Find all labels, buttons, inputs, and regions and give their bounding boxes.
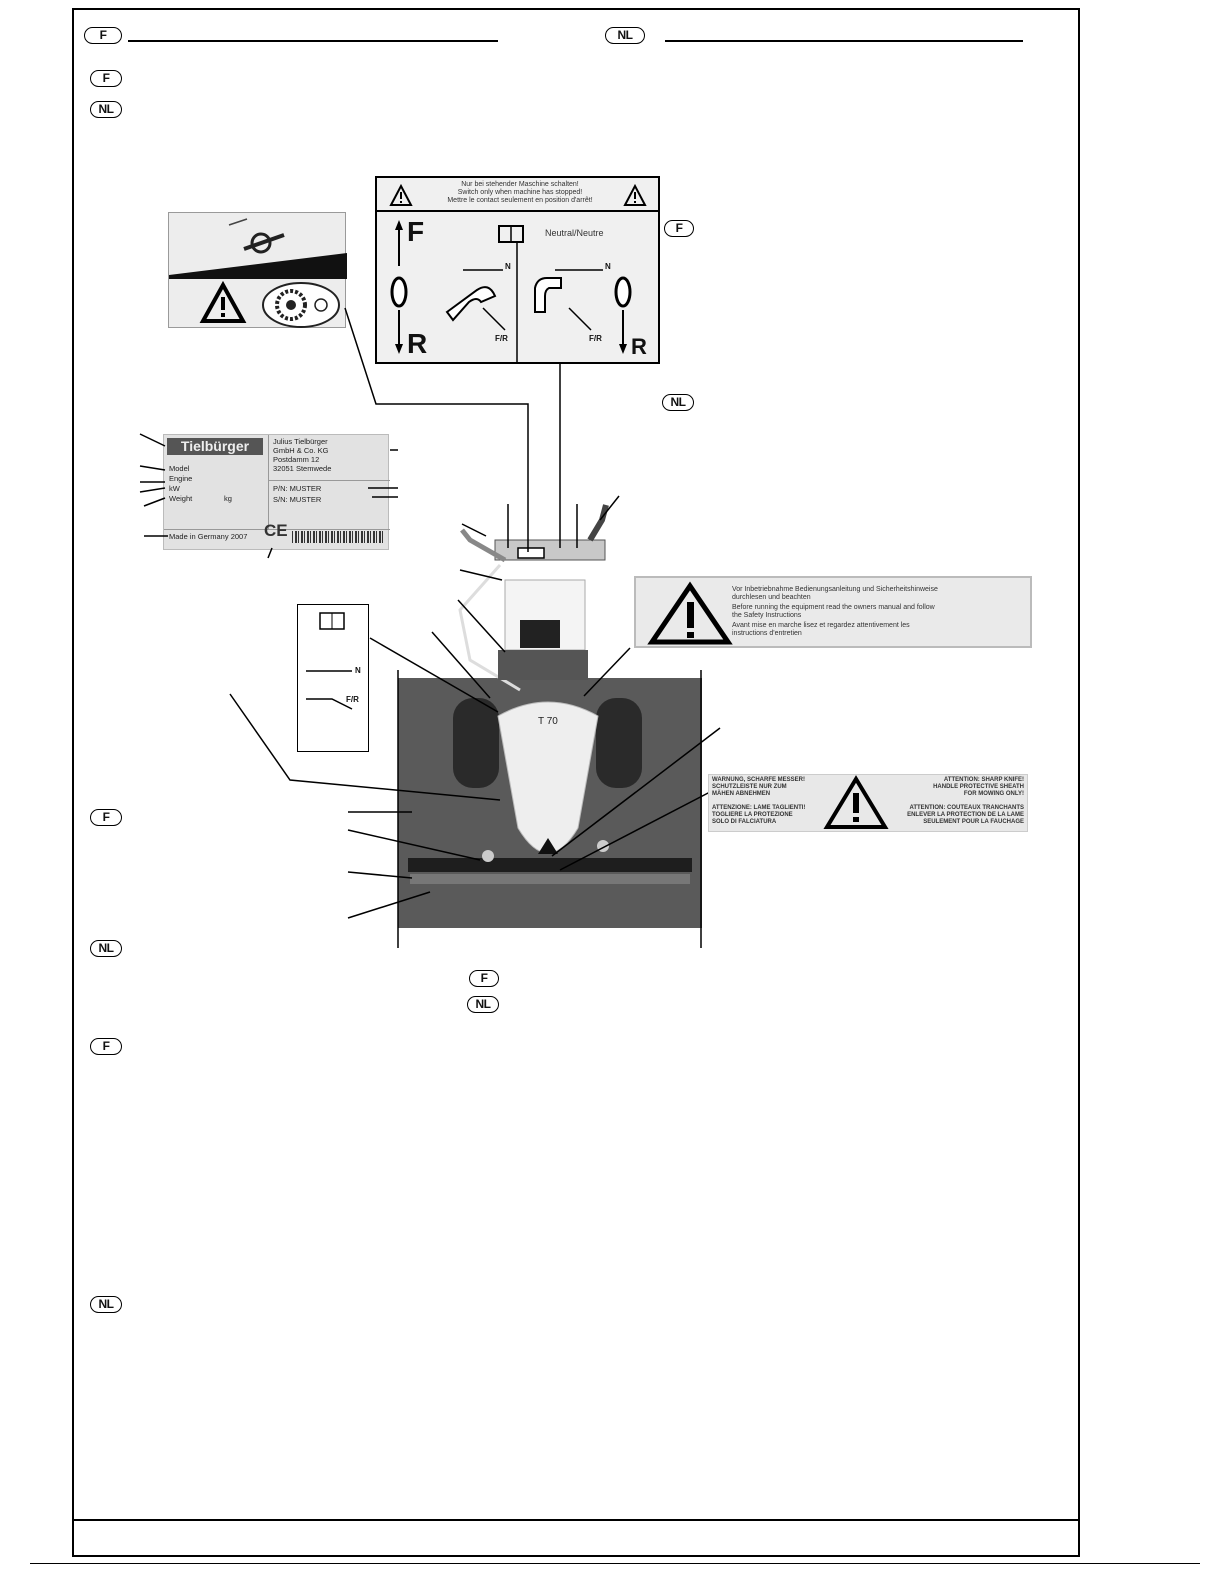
lang-badge-nl-header: NL: [605, 27, 645, 44]
shift-warning-line2: Switch only when machine has stopped!: [457, 189, 583, 196]
rating-plate-engine: Engine: [169, 474, 193, 483]
header-rule-fr: [128, 40, 498, 42]
manual-warning-icon: [642, 580, 742, 648]
shift-n-left: N: [505, 262, 511, 271]
page-bottom-rule: [30, 1563, 1200, 1564]
lang-badge-nl-intro: NL: [90, 101, 122, 118]
header-rule-nl: [665, 40, 1023, 42]
footer-rule: [72, 1519, 1080, 1521]
manual-warning-line1: Vor Inbetriebnahme Bedienungsanleitung und Sicherheitshinweise: [732, 586, 938, 593]
shift-warning-line1: Nur bei stehender Maschine schalten!: [461, 181, 579, 188]
lang-badge-nl-text: NL: [90, 1296, 122, 1313]
shift-n-right: N: [605, 262, 611, 271]
rating-plate-address3: Postdamm 12: [273, 455, 320, 464]
rating-plate-made-in: Made in Germany 2007: [169, 532, 248, 541]
rating-plate-model: Model: [169, 464, 190, 473]
lever-position-label: [297, 604, 369, 752]
rating-plate-kw: kW: [169, 484, 180, 493]
slope-warning-graphic: [169, 213, 347, 329]
lang-badge-nl-shift: NL: [662, 394, 694, 411]
manual-warning-line4: the Safety Instructions: [732, 612, 802, 619]
blade-warning-en2: HANDLE PROTECTIVE SHEATH: [933, 784, 1024, 790]
rating-plate-address4: 32051 Stemwede: [273, 464, 332, 473]
blade-warning-it1: ATTENZIONE: LAME TAGLIENTI!: [712, 805, 806, 811]
machine-photo: [398, 678, 702, 928]
shift-forward-letter: F: [407, 216, 425, 247]
lever-position-graphic: [298, 605, 368, 751]
shift-reverse-letter-right: R: [631, 334, 647, 359]
shift-fr-left: F/R: [495, 334, 508, 343]
manual-warning-line5: Avant mise en marche lisez et regardez attentivement les: [732, 622, 910, 629]
machine-model-badge: T 70: [538, 716, 558, 727]
rating-plate-pn: P/N: MUSTER: [273, 484, 322, 493]
ce-mark: CE: [264, 521, 288, 540]
rating-plate-weight: Weight: [169, 494, 193, 503]
lang-badge-nl-legend: NL: [90, 940, 122, 957]
lang-badge-fr-intro: F: [90, 70, 122, 87]
shift-reverse-letter-left: R: [407, 328, 428, 359]
manual-warning-line2: durchlesen und beachten: [732, 594, 811, 601]
manual-warning-label: [634, 576, 1032, 648]
lang-badge-fr-caption: F: [469, 970, 499, 987]
rating-plate-kg: kg: [224, 494, 232, 503]
shift-warning-line3: Mettre le contact seulement en position d'arrêt!: [447, 197, 593, 204]
manual-warning-line3: Before running the equipment read the owners manual and follow: [732, 604, 935, 611]
blade-warning-de3: MÄHEN ABNEHMEN: [712, 791, 771, 797]
lang-badge-fr-legend: F: [90, 809, 122, 826]
rating-plate-brand: Tielbürger: [167, 438, 263, 455]
shift-instruction-label: [375, 176, 660, 364]
blade-warning-fr2: ENLEVER LA PROTECTION DE LA LAME: [907, 812, 1024, 818]
rating-plate: [163, 434, 389, 550]
blade-warning-icon: [821, 775, 891, 831]
rating-plate-sn: S/N: MUSTER: [273, 495, 322, 504]
blade-warning-it3: SOLO DI FALCIATURA: [712, 819, 777, 825]
blade-warning-de2: SCHUTZLEISTE NUR ZUM: [712, 784, 787, 790]
blade-warning-fr1: ATTENTION: COUTEAUX TRANCHANTS: [909, 805, 1024, 811]
blade-warning-en1: ATTENTION: SHARP KNIFE!: [943, 777, 1024, 783]
slope-warning-label: [168, 212, 346, 328]
barcode: [292, 531, 384, 543]
lever-label-n: N: [355, 666, 361, 675]
shift-fr-right: F/R: [589, 334, 602, 343]
manual-warning-line6: instructions d'entretien: [732, 630, 802, 637]
lang-badge-fr-shift: F: [664, 220, 694, 237]
shift-neutral-text: Neutral/Neutre: [545, 228, 604, 238]
lever-label-fr: F/R: [346, 695, 359, 704]
blade-warning-fr3: SEULEMENT POUR LA FAUCHAGE: [923, 819, 1024, 825]
blade-warning-en3: FOR MOWING ONLY!: [963, 791, 1024, 797]
blade-warning-de1: WARNUNG, SCHARFE MESSER!: [712, 777, 806, 783]
blade-warning-it2: TOGLIERE LA PROTEZIONE: [712, 812, 793, 818]
rating-plate-address1: Julius Tielbürger: [273, 437, 328, 446]
mower-illustration: [398, 678, 702, 928]
rating-plate-address2: GmbH & Co. KG: [273, 446, 329, 455]
lang-badge-nl-caption: NL: [467, 996, 499, 1013]
lang-badge-fr-header: F: [84, 27, 122, 44]
lang-badge-fr-text: F: [90, 1038, 122, 1055]
blade-warning-label: [708, 774, 1028, 832]
